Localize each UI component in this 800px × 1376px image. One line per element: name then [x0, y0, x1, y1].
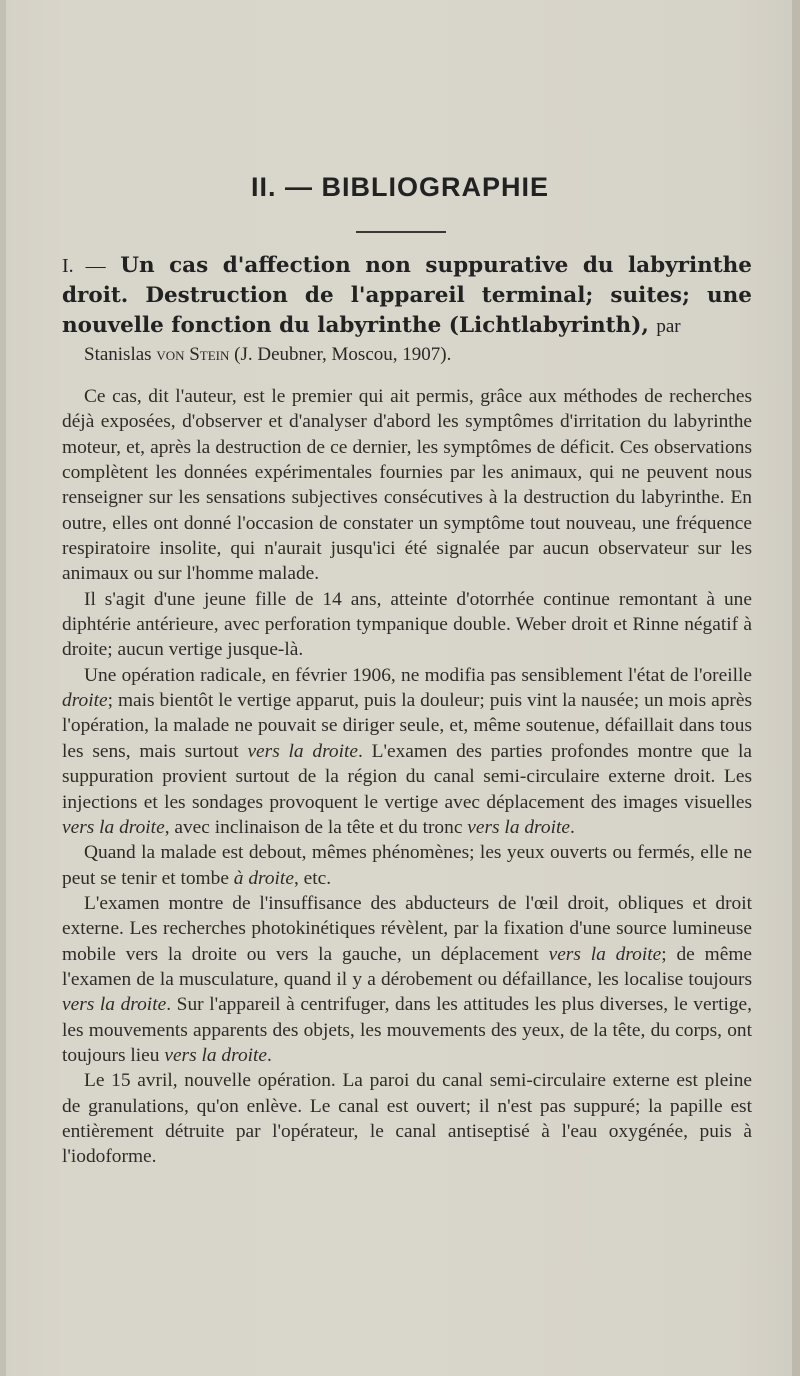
entry-number: I. — — [62, 255, 106, 277]
italic-phrase: vers la droite — [62, 816, 165, 838]
title-divider — [356, 231, 446, 233]
page-edge-left — [0, 0, 6, 1376]
paragraph-3: Une opération radicale, en février 1906, ne modifia pas sensiblement l'état de l'oreille droite; mais bientôt le vertige apparut, puis la douleur; puis vint la nausée; un mois après l'opération, la malade ne pouvait se diriger seule, et, même soutenue, défaillait dans tous les sens, mais surtout vers la droite. L'examen des parties profondes montre que la suppuration provient surtout de la région du canal semi-circulaire externe droit. Les injections et les sondages provoquent le vertige avec déplacement des images visuelles vers la droite, avec inclinaison de la tête et du tronc vers la droite. — [62, 664, 753, 838]
paragraph-2: Il s'agit d'une jeune fille de 14 ans, atteinte d'otorrhée continue remontant à une diphtérie antérieure, avec perforation tympanique double. Weber droit et Rinne négatif à droite; aucun vertige jusque-là. — [62, 588, 752, 661]
publication-info: (J. Deubner, Moscou, 1907). — [229, 344, 452, 365]
paragraph-5: L'examen montre de l'insuffisance des abducteurs de l'œil droit, obliques et droit externe. Les recherches photokinétiques révèlent, par la fixation d'une source lumineuse mobile vers la droite ou vers la gauche, un déplacement vers la droite; de même l'examen de la musculature, quand il y a dérobement ou défaillance, les localise toujours vers la droite. Sur l'appareil à centrifuger, dans les attitudes les plus diverses, le vertige, les mouvements apparents des objets, les mouvements des yeux, de la tête, du corps, ont toujours lieu vers la droite. — [62, 892, 753, 1066]
author-last-name: von Stein — [156, 344, 230, 365]
entry-title: Un cas d'affection non suppurative du labyrinthe droit. Destruction de l'appareil terminal; suites; une nouvelle fonction du labyrinthe (Lichtlabyrinth), — [62, 253, 752, 338]
italic-phrase: droite — [62, 690, 108, 712]
italic-phrase: vers la droite — [62, 994, 167, 1016]
section-title: II. — BIBLIOGRAPHIE — [250, 172, 550, 202]
italic-phrase: vers la droite — [247, 740, 359, 762]
entry-heading — [62, 251, 752, 342]
italic-phrase: à droite — [233, 867, 294, 889]
page-edge-right — [792, 0, 800, 1376]
italic-phrase: vers la droite — [467, 816, 570, 838]
review-body — [62, 384, 752, 1170]
entry-author-line — [62, 342, 752, 368]
paragraph-4: Quand la malade est debout, mêmes phénomènes; les yeux ouverts ou fermés, elle ne peut se tenir et tombe à droite, etc. — [62, 842, 752, 889]
paragraph-1: Ce cas, dit l'auteur, est le premier qui ait permis, grâce aux méthodes de recherches déjà exposées, d'observer et d'analyser d'abord les symptômes d'irritation du labyrinthe moteur, et, après la destruction de ce dernier, les symptômes de déficit. Ces observations complètent les données expérimentales fournies par les animaux, qui ne peuvent nous renseigner sur les sensations subjectives consécutives à la destruction du labyrinthe. En outre, elles ont donné l'occasion de constater un symptôme tout nouveau, une fréquence respiratoire insolite, qui n'aurait jusqu'ici été signalée par aucun observateur sur les animaux ou sur l'homme malade. — [62, 386, 752, 585]
paragraph-6: Le 15 avril, nouvelle opération. La paroi du canal semi-circulaire externe est pleine de granulations, qu'on enlève. Le canal est ouvert; il n'est pas suppuré; la papille est entièrement détruite par l'opérateur, le canal antiseptisé à l'eau oxygénée, puis à l'iodoforme. — [62, 1070, 752, 1168]
page-content — [62, 251, 752, 1170]
italic-phrase: vers la droite — [548, 943, 662, 965]
entry-par: par — [656, 316, 681, 337]
italic-phrase: vers la droite — [164, 1044, 268, 1066]
author-first-name: Stanislas — [84, 344, 157, 365]
